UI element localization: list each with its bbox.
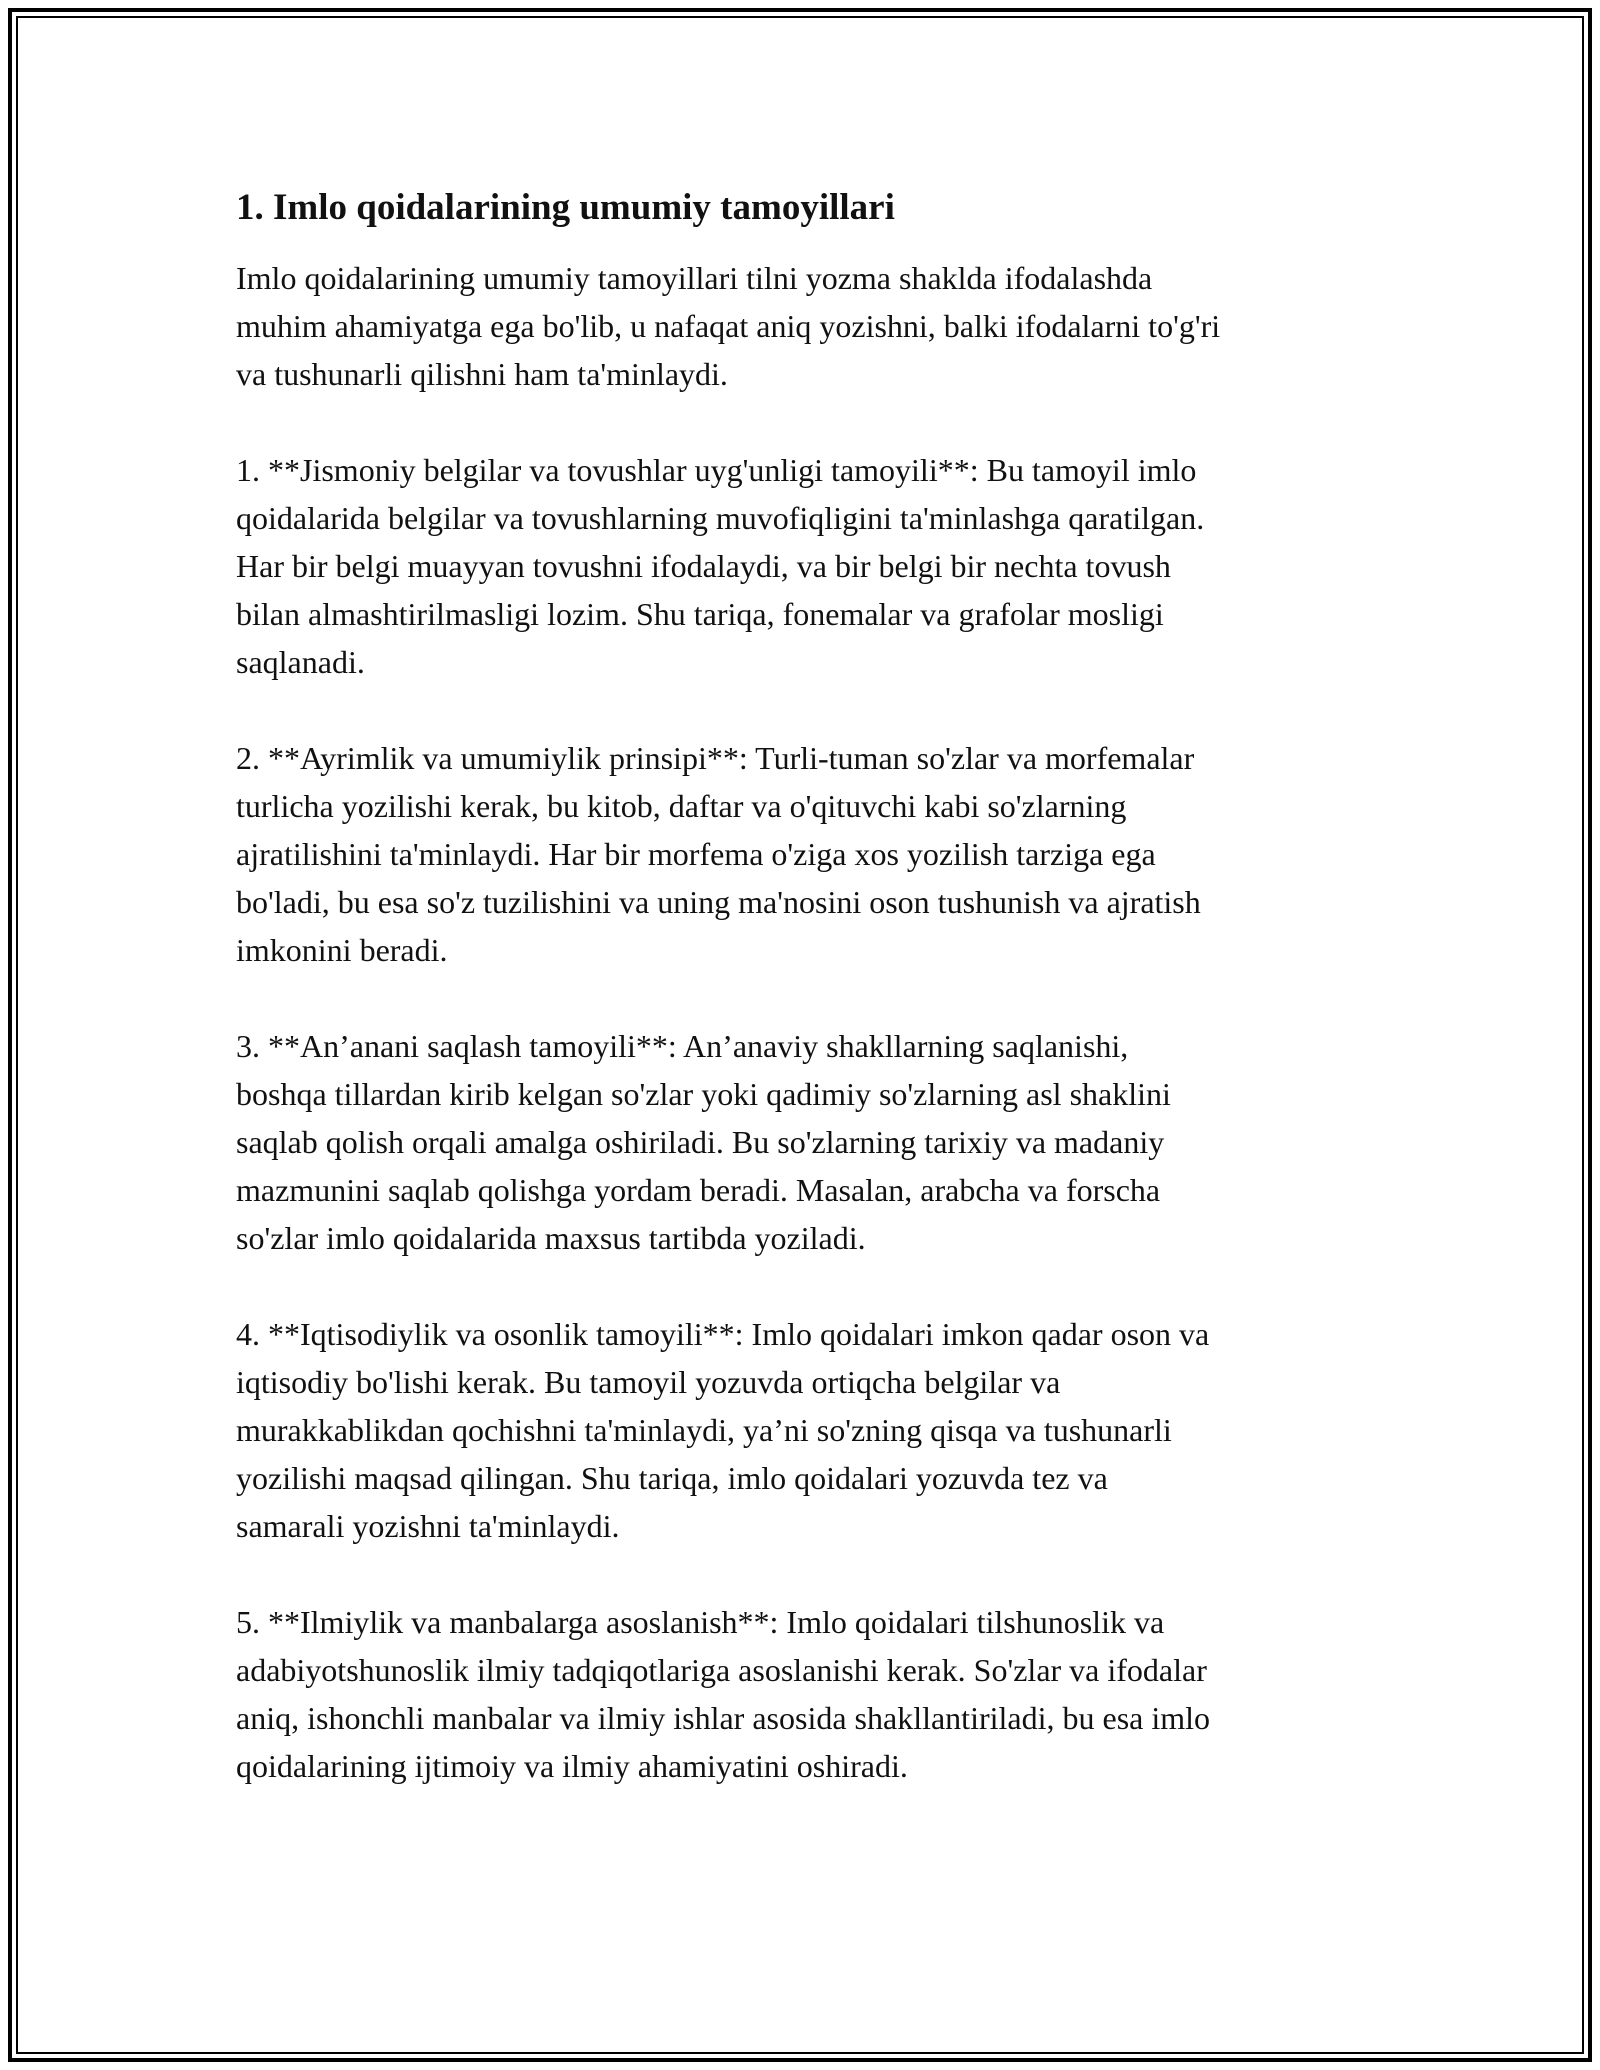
principle-paragraph-1: 1. **Jismoniy belgilar va tovushlar uyg'unligi tamoyili**: Bu tamoyil imlo qoidalarida belgilar va tovushlarning muvofiqligini ta'minlashga qaratilgan. Har bir belgi muayyan tovushni ifodalaydi, va bir belgi bir nechta tovush bilan almashtirilmasligi lozim. Shu tariqa, fonemalar va grafolar mosligi saqlanadi. [236, 452, 1205, 681]
document-body [236, 186, 1386, 1838]
principle-paragraph-4: 4. **Iqtisodiylik va osonlik tamoyili**: Imlo qoidalari imkon qadar oson va iqtisodiy bo'lishi kerak. Bu tamoyil yozuvda ortiqcha belgilar va murakkablikdan qochishni ta'minlaydi, ya’ni so'zning qisqa va tushunarli yozilishi maqsad qilingan. Shu tariqa, imlo qoidalari yozuvda tez va samarali yozishni ta'minlaydi. [236, 1316, 1210, 1545]
intro-paragraph: Imlo qoidalarining umumiy tamoyillari tilni yozma shaklda ifodalashda muhim ahamiyatga ega bo'lib, u nafaqat aniq yozishni, balki ifodalarni to'g'ri va tushunarli qilishni ham ta'minlaydi. [236, 260, 1221, 393]
section-title: 1. Imlo qoidalarining umumiy tamoyillari [236, 187, 895, 228]
principle-paragraph-2: 2. **Ayrimlik va umumiylik prinsipi**: Turli-tuman so'zlar va morfemalar turlicha yozilishi kerak, bu kitob, daftar va o'qituvchi kabi so'zlarning ajratilishini ta'minlaydi. Har bir morfema o'ziga xos yozilish tarziga ega bo'ladi, bu esa so'z tuzilishini va uning ma'nosini oson tushunish va ajratish imkonini beradi. [236, 740, 1201, 969]
principle-paragraph-3: 3. **An’anani saqlash tamoyili**: An’anaviy shakllarning saqlanishi, boshqa tillardan kirib kelgan so'zlar yoki qadimiy so'zlarning asl shaklini saqlab qolish orqali amalga oshiriladi. Bu so'zlarning tarixiy va madaniy mazmunini saqlab qolishga yordam beradi. Masalan, arabcha va forscha so'zlar imlo qoidalarida maxsus tartibda yoziladi. [236, 1028, 1171, 1257]
principle-paragraph-5: 5. **Ilmiylik va manbalarga asoslanish**: Imlo qoidalari tilshunoslik va adabiyotshunoslik ilmiy tadqiqotlariga asoslanishi kerak. So'zlar va ifodalar aniq, ishonchli manbalar va ilmiy ishlar asosida shakllantiriladi, bu esa imlo qoidalarining ijtimoiy va ilmiy ahamiyatini oshiradi. [236, 1604, 1211, 1785]
